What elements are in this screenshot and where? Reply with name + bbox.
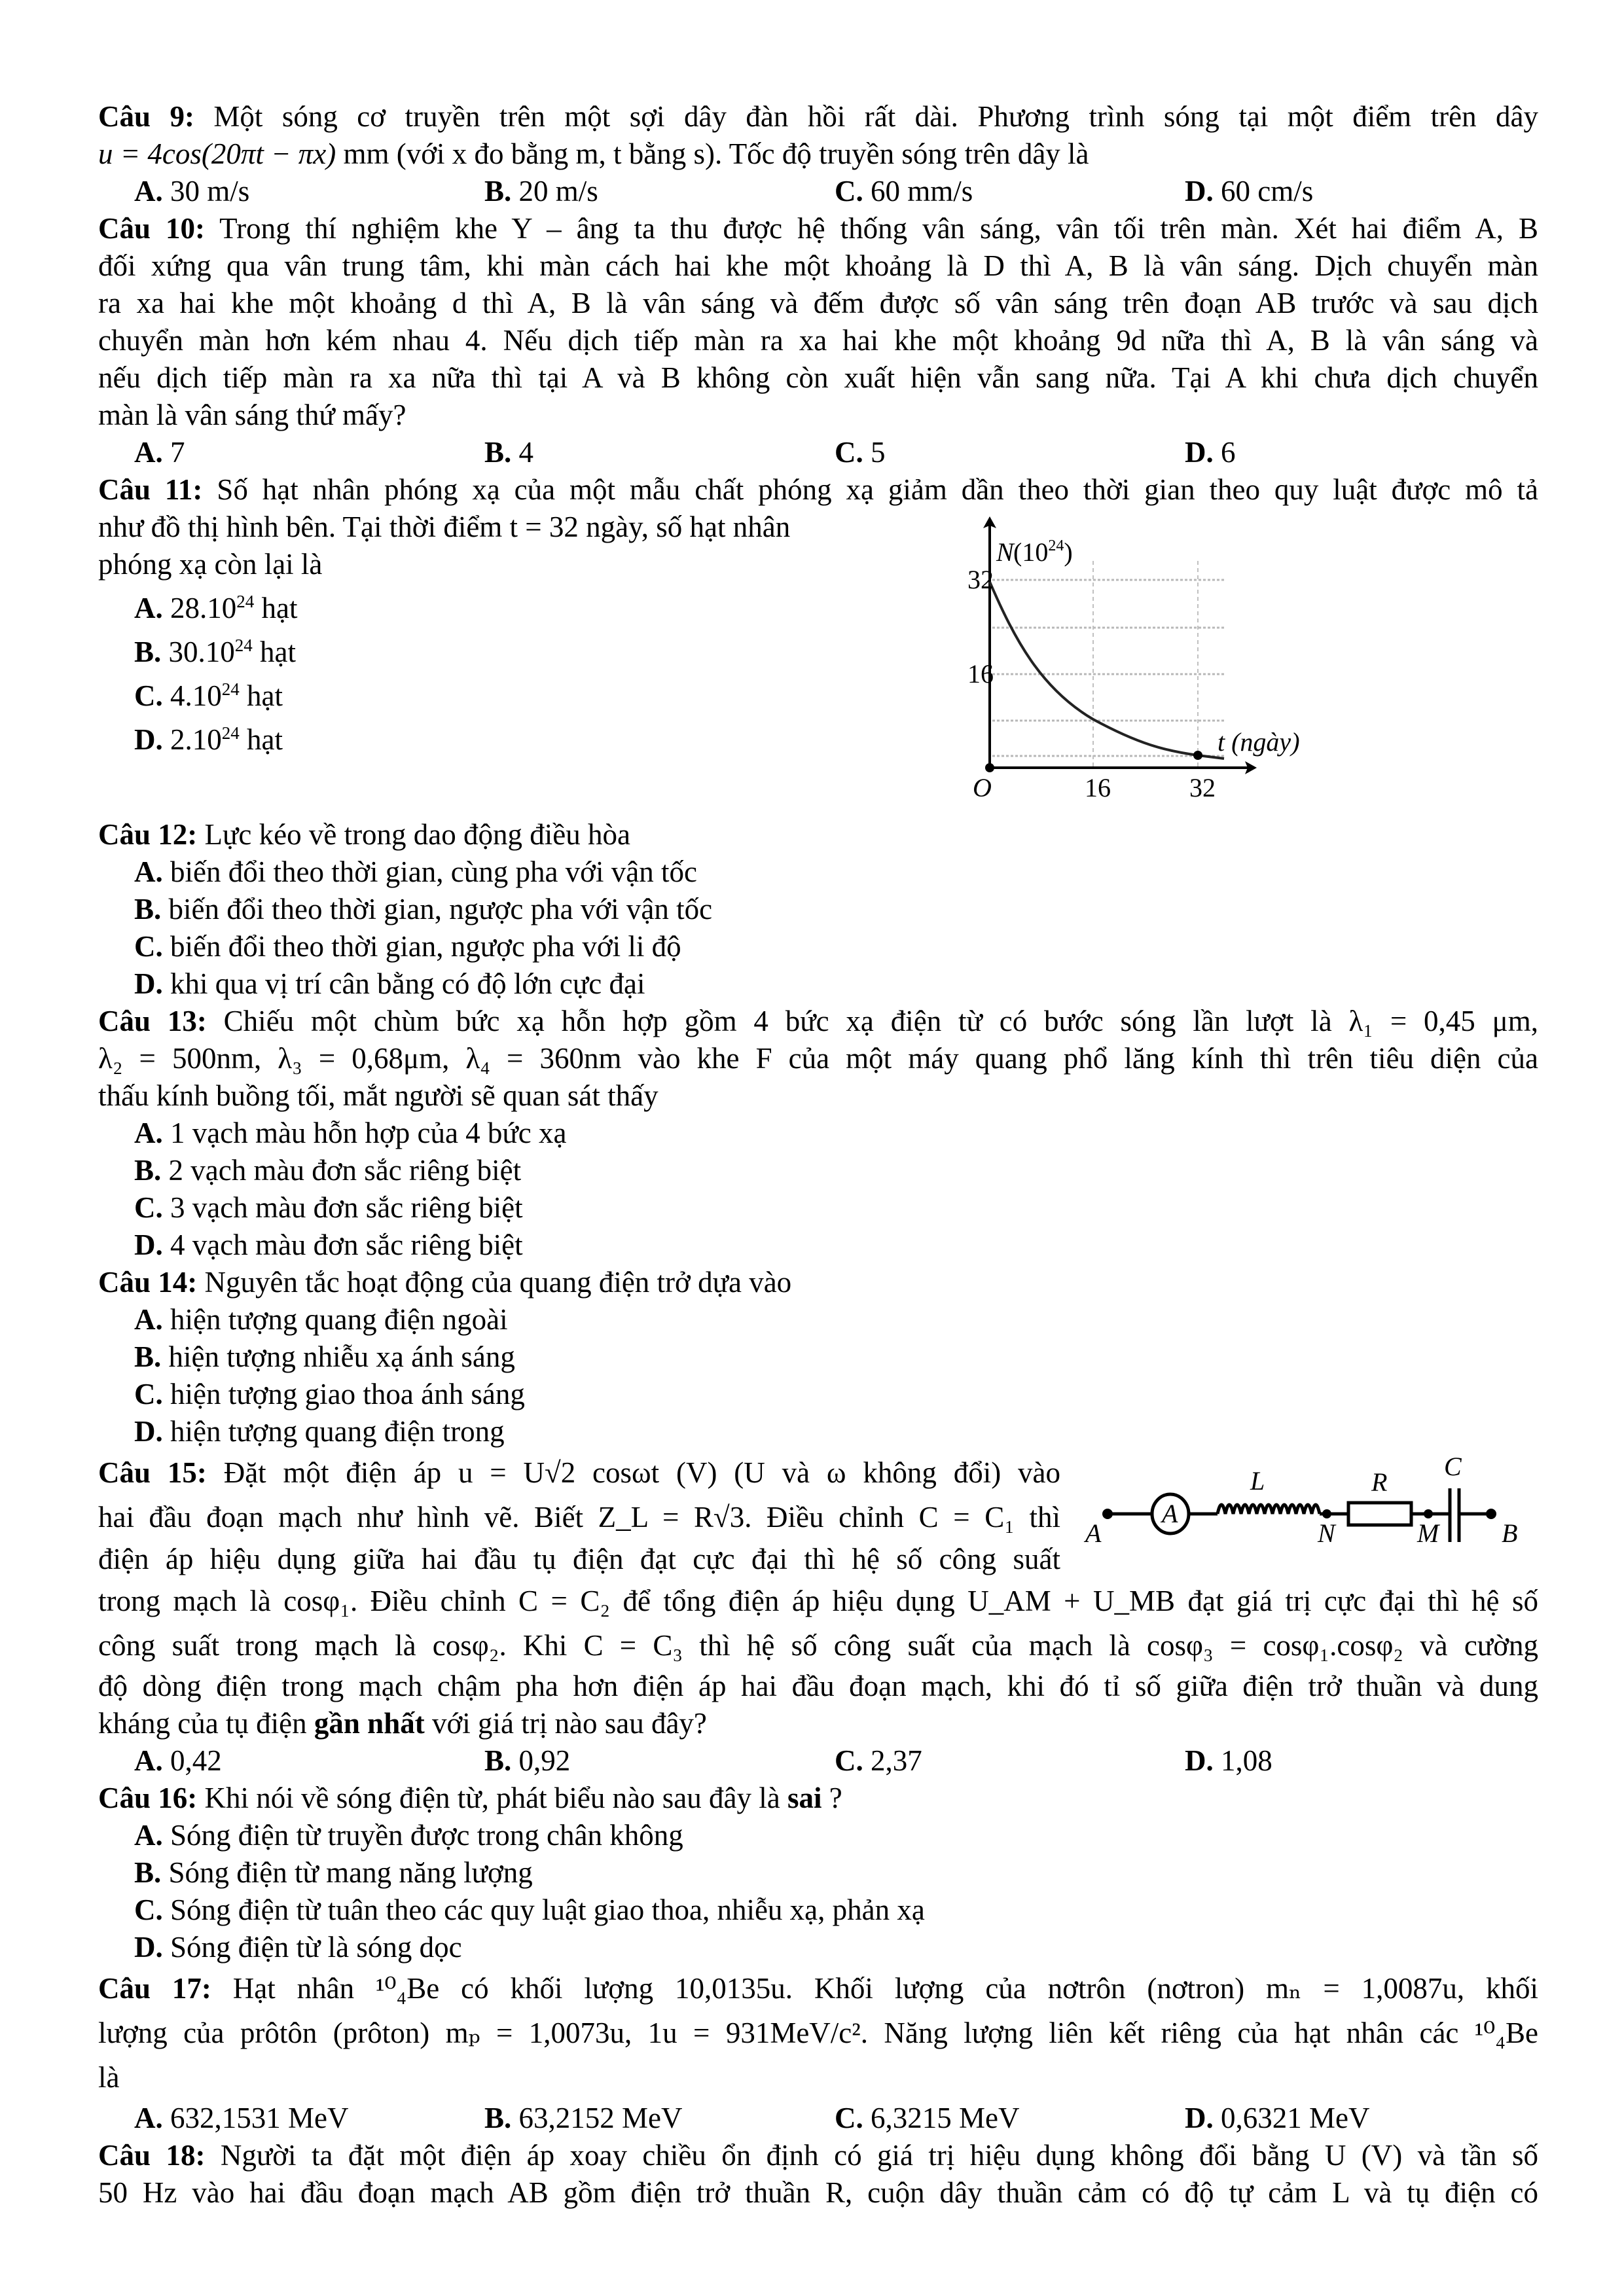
question-text: Khi nói về sóng điện từ, phát biểu nào sau đây là — [197, 1782, 787, 1814]
y-axis-label: N — [996, 537, 1014, 567]
option-a[interactable]: A. biến đổi theo thời gian, cùng pha với vận tốc — [134, 855, 697, 888]
option-d[interactable]: D. 60 cm/s — [1185, 175, 1314, 207]
question-label: Câu 17: — [98, 1972, 211, 2005]
question-text: hai đầu đoạn mạch như hình vẽ. Biết Z_L = R√3. Điều chỉnh C = C₁ thì — [98, 1501, 1060, 1534]
question-label: Câu 11: — [98, 473, 203, 506]
decay-chart — [943, 509, 1532, 816]
question-15 — [98, 1450, 1538, 1780]
question-11 — [98, 471, 1538, 816]
svg-text:(1024): $(10^{24})$ — [1013, 537, 1073, 567]
option-a[interactable]: A. 1 vạch màu hỗn hợp của 4 bức xạ — [134, 1117, 567, 1149]
y-tick-16: 16 — [967, 659, 994, 689]
options — [98, 1301, 1538, 1450]
ammeter-label: A — [1162, 1499, 1178, 1528]
option-a[interactable]: A. Sóng điện từ truyền được trong chân không — [134, 1819, 683, 1852]
decay-graph — [943, 509, 1532, 823]
question-12 — [98, 816, 1538, 1003]
question-13 — [98, 1003, 1538, 1264]
emphasis-text: sai — [787, 1782, 822, 1814]
option-a[interactable]: A. hiện tượng quang điện ngoài — [134, 1303, 508, 1336]
question-label: Câu 15: — [98, 1456, 207, 1489]
question-text: Chiếu một chùm bức xạ hỗn hợp gồm 4 bức xạ điện từ có bước sóng lần lượt là λ₁ = 0,45 μm, — [206, 1005, 1538, 1037]
question-label: Câu 9: — [98, 100, 194, 133]
question-text: ra xa hai khe một khoảng d thì A, B là vân sáng và đếm được số vân sáng trên đoạn AB trước và sau dịch — [98, 287, 1538, 319]
question-label: Câu 18: — [98, 2139, 206, 2172]
question-text: Lực kéo về trong dao động điều hòa — [197, 818, 630, 851]
option-b[interactable]: B. 30.10$^{24}$ hạt — [134, 636, 296, 668]
question-text: Người ta đặt một điện áp xoay chiều ổn định có giá trị hiệu dụng không đổi bằng U (V) và tần số — [205, 2139, 1538, 2172]
option-d[interactable]: D. 4 vạch màu đơn sắc riêng biệt — [134, 1229, 523, 1261]
option-d[interactable]: D. hiện tượng quang điện trong — [134, 1415, 505, 1448]
option-c[interactable]: C. 4.10$^{24}$ hạt — [134, 679, 283, 712]
option-a[interactable]: A. 0,42 — [134, 1744, 222, 1777]
rlc-circuit — [1067, 1450, 1538, 1562]
question-text: thấu kính buồng tối, mắt người sẽ quan sát thấy — [98, 1079, 659, 1112]
options — [98, 434, 1538, 471]
option-b[interactable]: B. 2 vạch màu đơn sắc riêng biệt — [134, 1154, 522, 1187]
question-text: màn là vân sáng thứ mấy? — [98, 399, 406, 431]
option-c[interactable]: C. 5 — [835, 436, 886, 469]
question-17 — [98, 1966, 1538, 2137]
question-text: λ₂ = 500nm, λ₃ = 0,68μm, λ₄ = 360nm vào khe F của một máy quang phổ lăng kính thì trên tiêu diện của — [98, 1042, 1538, 1075]
question-text: Trong thí nghiệm khe Y – âng ta thu được hệ thống vân sáng, vân tối trên màn. Xét hai điểm A, B — [205, 212, 1538, 245]
question-text: điện áp hiệu dụng giữa hai đầu tụ điện đạt cực đại thì hệ số công suất — [98, 1543, 1060, 1575]
question-text: Đặt một điện áp u = U√2 cosωt (V) (U và ω không đổi) vào — [206, 1456, 1060, 1489]
question-text: mm (với x đo bằng m, t bằng s). Tốc độ truyền sóng trên dây là — [336, 137, 1089, 170]
option-c[interactable]: C. biến đổi theo thời gian, ngược pha với li độ — [134, 930, 681, 963]
inductor-label: L — [1250, 1466, 1265, 1496]
option-b[interactable]: B. 63,2152 MeV — [484, 2102, 683, 2134]
question-9 — [98, 98, 1538, 210]
question-text: 50 Hz vào hai đầu đoạn mạch AB gồm điện trở thuần R, cuộn dây thuần cảm có độ tự cảm L và tụ điện có — [98, 2176, 1538, 2209]
question-text: trong mạch là cosφ₁. Điều chỉnh C = C₂ để tổng điện áp hiệu dụng U_AM + U_MB đạt giá trị cực đại thì hệ số — [98, 1585, 1538, 1617]
question-10 — [98, 210, 1538, 471]
option-c[interactable]: C. 3 vạch màu đơn sắc riêng biệt — [134, 1191, 523, 1224]
options — [98, 2100, 1538, 2137]
option-c[interactable]: C. 60 mm/s — [835, 175, 973, 207]
option-b[interactable]: B. 0,92 — [484, 1744, 571, 1777]
option-a[interactable]: A. 7 — [134, 436, 185, 469]
question-text: Hạt nhân ¹⁰₄Be có khối lượng 10,0135u. Khối lượng của nơtrôn (nơtron) mₙ = 1,0087u, khối — [211, 1972, 1538, 2005]
question-text: là — [98, 2061, 120, 2094]
option-d[interactable]: D. khi qua vị trí cân bằng có độ lớn cực đại — [134, 967, 645, 1000]
x-tick-16: 16 — [1085, 773, 1111, 802]
question-text: Nguyên tắc hoạt động của quang điện trở dựa vào — [197, 1266, 792, 1299]
capacitor-label: C — [1444, 1452, 1462, 1481]
x-axis-label: t (ngày) — [1218, 727, 1300, 757]
question-text: độ dòng điện trong mạch chậm pha hơn điện áp hai đầu đoạn mạch, khi đó tỉ số giữa điện trở thuần và dung — [98, 1670, 1538, 1702]
question-label: Câu 16: — [98, 1782, 198, 1814]
question-18 — [98, 2137, 1538, 2212]
question-text: phóng xạ còn lại là — [98, 548, 323, 581]
x-tick-32: 32 — [1189, 773, 1216, 802]
question-text: đối xứng qua vân trung tâm, khi màn cách hai khe một khoảng là D thì A, B là vân sáng. Dịch chuyển màn — [98, 249, 1538, 282]
node-m-label: M — [1417, 1518, 1439, 1548]
option-d[interactable]: D. 1,08 — [1185, 1744, 1272, 1777]
node-b-label: B — [1502, 1518, 1518, 1548]
option-c[interactable]: C. 6,3215 MeV — [835, 2102, 1020, 2134]
exam-page — [98, 98, 1538, 2212]
question-text: lượng của prôtôn (prôton) mₚ = 1,0073u, 1u = 931MeV/c². Năng lượng liên kết riêng của hạt nhân các ¹⁰₄Be — [98, 2017, 1538, 2049]
question-text: Số hạt nhân phóng xạ của một mẫu chất phóng xạ giảm dần theo thời gian theo quy luật được mô tả — [202, 473, 1539, 506]
option-a[interactable]: A. 30 m/s — [134, 175, 250, 207]
option-c[interactable]: C. hiện tượng giao thoa ánh sáng — [134, 1378, 525, 1410]
options — [98, 1115, 1538, 1264]
origin-label: O — [973, 773, 992, 802]
circuit-diagram — [1067, 1450, 1538, 1555]
question-text: với giá trị nào sau đây? — [424, 1707, 707, 1740]
options — [98, 173, 1538, 210]
option-a[interactable]: A. 632,1531 MeV — [134, 2102, 349, 2134]
question-text: kháng của tụ điện — [98, 1707, 314, 1740]
question-label: Câu 12: — [98, 818, 198, 851]
question-text: công suất trong mạch là cosφ₂. Khi C = C₃ thì hệ số công suất của mạch là cosφ₃ = cosφ₁.cosφ₂ và cường — [98, 1629, 1538, 1662]
node-n-label: N — [1318, 1518, 1335, 1548]
option-d[interactable]: D. 6 — [1185, 436, 1236, 469]
option-b[interactable]: B. Sóng điện từ mang năng lượng — [134, 1856, 533, 1889]
formula: u = 4cos(20πt − πx) — [98, 137, 336, 170]
option-b[interactable]: B. 20 m/s — [484, 175, 598, 207]
node-a-label: A — [1085, 1518, 1102, 1548]
option-b[interactable]: B. biến đổi theo thời gian, ngược pha với vận tốc — [134, 893, 713, 925]
question-label: Câu 13: — [98, 1005, 207, 1037]
resistor-label: R — [1371, 1467, 1388, 1497]
question-14 — [98, 1264, 1538, 1450]
question-label: Câu 14: — [98, 1266, 198, 1299]
option-c[interactable]: C. 2,37 — [835, 1744, 922, 1777]
option-d[interactable]: D. 0,6321 MeV — [1185, 2102, 1370, 2134]
question-label: Câu 10: — [98, 212, 205, 245]
option-a[interactable]: A. 28.10$^{24}$ hạt — [134, 592, 298, 624]
question-16: Câu 16: Khi nói về sóng điện từ, phát biểu nào sau đây là sai ? A. Sóng điện từ truyền được trong chân không B. Sóng điện từ mang năng lượng C. Sóng điện từ tuân theo các quy luật giao thoa, nhiễu xạ, phản xạ D. Sóng điện từ là sóng dọc — [98, 1780, 1538, 1966]
options — [98, 1742, 1538, 1780]
option-d[interactable]: D. 2.10$^{24}$ hạt — [134, 723, 283, 756]
emphasis-text: gần nhất — [314, 1707, 425, 1740]
option-b[interactable]: B. hiện tượng nhiễu xạ ánh sáng — [134, 1340, 515, 1373]
question-text: Một sóng cơ truyền trên một sợi dây đàn hồi rất dài. Phương trình sóng tại một điểm trên dây — [194, 100, 1538, 133]
question-text: như đồ thị hình bên. Tại thời điểm t = 32 ngày, số hạt nhân — [98, 511, 791, 543]
option-b[interactable]: B. 4 — [484, 436, 534, 469]
question-text: nếu dịch tiếp màn ra xa nữa thì tại A và B không còn xuất hiện vẫn sang nữa. Tại A khi chưa dịch chuyển — [98, 361, 1538, 394]
option-c[interactable]: C. Sóng điện từ tuân theo các quy luật giao thoa, nhiễu xạ, phản xạ — [134, 1893, 925, 1926]
question-text: chuyển màn hơn kém nhau 4. Nếu dịch tiếp màn ra xa hai khe một khoảng 9d nữa thì A, B là vân sáng và — [98, 324, 1538, 357]
y-tick-32: 32 — [967, 565, 994, 594]
option-d[interactable]: D. Sóng điện từ là sóng dọc — [134, 1931, 462, 1964]
